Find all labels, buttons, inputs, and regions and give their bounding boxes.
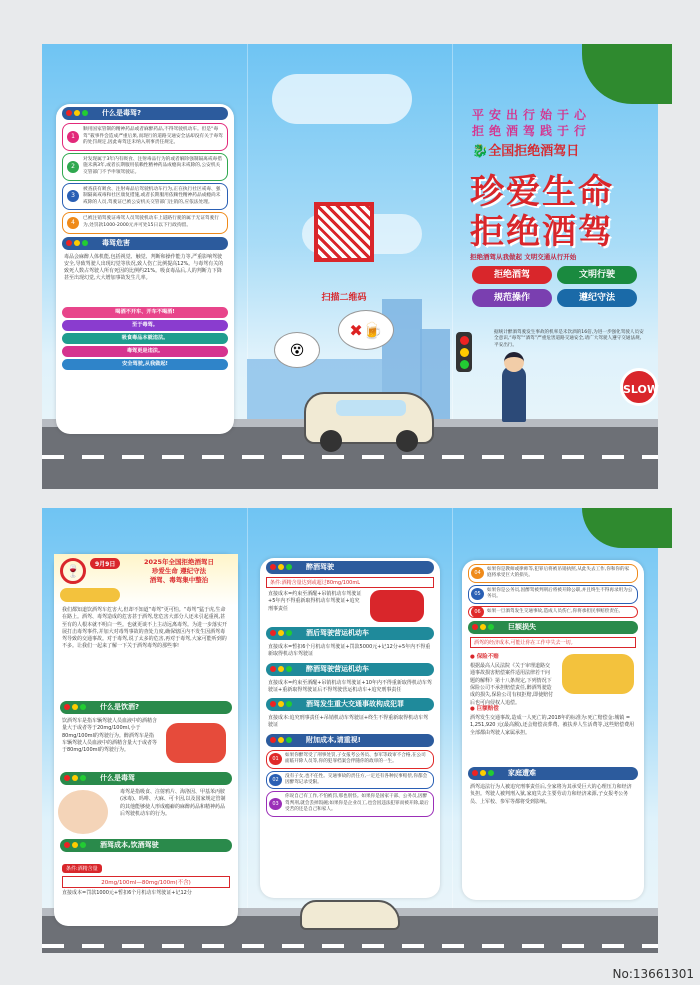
section-title: 巨额损失 [508,623,536,632]
slogan-pill: 至于毒驾。 [62,320,228,331]
traffic-light-icon [472,624,494,630]
section-title-bar [266,627,434,640]
section-title: 什么是毒驾 [100,774,135,782]
slogan-pill: 喝酒不开车、开车不喝酒! [62,307,228,318]
number-icon: 3 [67,190,79,202]
qr-code[interactable] [314,202,374,262]
numbered-box [468,585,638,604]
cost-text: 直接成本=罚款1000元+暂扣6个月机动车驾驶证+记12分 [62,890,192,896]
number-badge: 01 [269,753,282,765]
car-window [336,400,406,416]
numbered-box-text: 如果你是公务员,因醉驾被判刑后将被开除公职,并且终生不得再录用为公务员。 [487,587,633,600]
section-title: 醉酒驾驶营运机动车 [306,664,369,673]
date-badge: 9月9日 [90,558,120,569]
slogan-pill: 安全驾驶,从我做起! [62,359,228,370]
left-info-card [56,104,234,434]
slogan-line-2: 拒绝酒驾践于行 [472,124,592,138]
accident-insurance-illustration [562,654,634,694]
number-icon: 1 [67,131,79,143]
drunk-condition: 条件:酒精含量达到或超过80mg/100mL [266,577,434,588]
section-title: 什么是毒驾? [102,109,142,117]
section-title: 附加成本,请重视! [306,735,361,744]
section-title-bar [468,621,638,634]
main-title-2: 拒绝酒驾 [470,212,614,252]
section-title-bar [62,107,228,120]
intro-text: 据统计醉酒驾驶发生事故的机率是未饮酒的16倍,为进一步强化驾驶人员安全意识,“毒驾”“酒驾”严重危害道路交通安全,请广大驾驶人遵守交通法规,平安出行。 [494,330,644,348]
info-box [62,153,228,181]
slogan-tag: 规范操作 [472,289,552,307]
section-title: 酒驾发生重大交通事故构成犯罪 [306,700,404,709]
slogan-pill: 吸食毒品本就违法。 [62,333,228,344]
cloud [272,74,412,124]
comp-text: 酒驾发生交通事故,造成一人死亡的,2018年的标准为:死亡赔偿金:城镇 = 1,251,920 元(最高额),还会赔偿丧葬费、被扶养人生活费等,这些赔偿费用全部都由驾驶人家属承担。 [470,715,635,736]
intro-text: 我们都知道饮酒驾车危害大,但却不知道“毒驾”更可怕。“毒驾”猛于虎,生命在路上。酒驾、毒驾造成的危害甚于酒驾,您危害大部分人还未引起重视,甚至有的人根本就不明白一些。也就更谈不上主动远离毒驾。为进一步落实开展打击毒驾事件,并加大对毒驾事故的查处力度,确保辖区内不发生因酒驾毒驾导致的交通事故。对于毒驾,说了太多的危害,再对于毒驾,大家可能听到的不多。让我们一起来了解一下关于酒驾毒驾的那些事! [62,607,228,650]
number-badge: 02 [269,774,282,786]
fold-line [452,508,453,953]
crashed-car-illustration [166,723,226,763]
car-wheel [320,430,342,452]
numbered-box [468,564,638,583]
header-line: 酒驾、毒驾集中整治 [149,576,209,584]
car-wheel [396,430,418,452]
numbered-box-text: 如果你是教师或律师等,犯罪后将被吊销执照,从此失去工作,你和你的家庭将承受巨大的损失。 [487,567,630,579]
insurance-text: 根据最高人民法院《关于审理道路交通事故损害赔偿案件适用法律若干问题的解释》第十八条规定,下列情况下保险公司不承担赔偿责任,醉酒驾驶造成的损失,保险公司有权拒赔,即使赔付后也可向侵权人追偿。 [470,663,554,706]
section-title: 什么是饮酒? [100,703,140,711]
traffic-light-icon [270,737,292,743]
insurance-title: ● 保险不赔 [470,654,499,661]
section-title-bar [266,561,434,574]
info-box-text: 顺用国家管制的精神药品或者麻醉药品,不得驾驶机动车。但是“毒驾”筱事件会造成严重后果,而现行的道路交通安全法却没有关于毒驾的处罚规定,因此毒驾还未纳入刑事责任规定。 [83,127,223,146]
section-title-bar [60,839,232,852]
number-badge: 05 [471,588,484,600]
info-box-text: 已被注销驾驶证毒驾人员驾驶机动车上道路行驶的属于无证驾驶行为,处罚款1000-2000元并可处15日以下行政拘留。 [83,216,219,228]
section-title: 毒驾危害 [102,238,130,247]
info-box-text: 对发现属于3年内有吸食、注射毒品行为的或者解除强制隔离戒毒措施未满3年,或者长期服用依赖性精神药品成瘾尚未戒除的,公安机关交管部门不予申领驾驶证。 [83,156,222,175]
slogan-tag: 遵纪守法 [557,289,637,307]
numbered-box-text: 没有子女,也不任性。交通事故的责任方,一定还有各种民事赔偿,你都会因醉驾记录受限。 [285,773,428,785]
number-badge: 04 [471,567,484,579]
info-box-text: 被查获有吸食、注射毒品后驾驶机动车行为,正在执行社区戒毒、强制隔离戒毒和社区康复措施,或者长期服用依赖性精神药品成瘾尚未戒除的人员,驾驶证已被公安机关交管部门注销的,应依法处理。 [83,186,221,205]
traffic-light-icon [270,564,292,570]
numbered-box-text: 你说自己有工作,不怕被罚,那也别怪。如果你是国家干部、公务员,因醉驾判刑,就会丢掉饭碗;如果你是企业员工,也会因违法犯罪而被开除,最后受苦的还是自己和家人。 [285,794,429,813]
traffic-light-icon [64,842,86,848]
police-officer-illustration [502,366,526,422]
number-icon: 2 [67,161,79,173]
drunk-text: 直接成本=约束至酒醒+吊销机动车驾驶证+5年内不得重新取得机动车驾驶证+追究刑事责任 [268,591,362,612]
info-box [62,212,228,233]
section-title-bar [60,701,232,714]
info-box [62,183,228,211]
front-sheet [42,44,658,489]
sub-slogan: 拒绝酒驾从我做起 文明交通从行开始 [470,253,577,261]
family-text: 酒驾违法行为人被追究刑事责任后,全家将为其承受巨大的心理压力和经济负担。驾驶人被判刑入狱,家庭失去主要劳动力和经济来源,子女报考公务员、上军校、参军等都将受到影响。 [470,784,632,805]
bottom-middle-card [260,558,440,898]
header-line: 2025年全国拒绝酒驾日 [143,558,215,566]
police-check-illustration [370,590,424,622]
thought-bubble-drunk: 😵 [274,332,320,368]
car-illustration [304,392,434,444]
drug-user-illustration [58,790,108,834]
section-title: 家庭遭难 [508,769,536,778]
numbered-box-text: 如果你醉驾受了刑事处罚,子女报考公务员、参军等政审不合格,在公司面临开除人员等,你的犯罪档案会伴随你的政审的一生。 [285,752,426,765]
day-title [472,140,652,159]
section-title-bar [60,772,232,785]
day-title-text: 全国拒绝酒驾日 [488,144,580,159]
drug-drive-text: 毒驾是指吸食、注射鸦片、海洛因、甲基苯丙胺(冰毒)、吗啡、大麻、可卡因,以及国家规定管制的其他能够使人形成瘾癖的麻醉药品和精神药品后驾驶机动车的行为。 [120,789,226,817]
loss-note: 酒驾的经济成本,可能让你在工作中失去一切。 [470,637,636,648]
condition-value: 20mg/100ml—80mg/100m(不含) [62,876,230,888]
tree-illustration [582,44,672,104]
number-icon: 4 [67,217,79,229]
traffic-light-icon [66,240,88,246]
slogan-line-1: 平安出行始于心 [472,108,592,122]
section-title: 酒后驾驶营运机动车 [306,629,369,637]
tree-illustration [582,508,672,548]
section-title-bar [62,237,228,250]
slogan-tag: 拒绝酒驾 [472,266,552,284]
traffic-light-icon [270,666,292,672]
slogan-pill: 毒驾更是违法。 [62,346,228,357]
back-sheet [42,508,658,953]
traffic-light-icon [270,701,292,707]
slow-sign: SLOW [620,368,658,406]
number-badge: 03 [269,798,282,810]
section-text: 直接成本:追究刑事责任+吊销机动车驾驶证+终生不得重新取得机动车驾驶证 [268,715,429,729]
section-title-bar [266,663,434,676]
numbered-box [266,791,434,816]
numbered-box [266,750,434,769]
comp-title: ● 巨额赔偿 [470,706,499,713]
numbered-box-text: 如果一旦酒驾发生交通事故,造成人员伤亡,你将承担民事赔偿责任。 [487,608,624,614]
drink-text: 饮酒驾车是指车辆驾驶人员血液中的酒精含量大于或者等于20mg/100ml,小于80mg/100ml的驾驶行为。醉酒驾车是指车辆驾驶人员血液中的酒精含量大于或者等于80mg/100ml的驾驶行为。 [62,718,158,754]
section-text: 直接成本=暂扣6个月机动车驾驶证+罚款5000元+记12分+5年内不得重新取得机动车驾驶证 [268,644,431,658]
thought-bubble-no-alcohol: ✖🍺 [338,310,394,350]
watermark-id: No:13661301 [612,967,694,981]
traffic-light-icon [64,775,86,781]
numbered-box [468,606,638,618]
section-title: 酒驾成本,饮酒驾驶 [100,841,159,849]
header-banner [54,554,238,606]
bottom-left-card [54,554,238,926]
harm-text: 毒品会麻醉人体机能,包括视觉、触觉、判断和操作能力等,严重影响驾驶安全,导致驾驶人出现幻觉等状况,致人伤亡比例提高12%。与毒驾有关的致死人数占驾驶人所有死因的比例约21%。吸食毒品后,人的判断力下降甚至出现幻觉,大大增加事故发生几率。 [64,253,224,282]
qr-label: 扫描二维码 [321,293,367,303]
info-box [62,123,228,151]
section-title-bar [468,767,638,780]
condition-label: 条件:酒精含量 [62,864,102,873]
section-text: 直接成本=约束至酒醒+吊销机动车驾驶证+10年内不得重新取得机动车驾驶证+重新取得驾驶证后不得驾驶营运机动车+追究刑事责任 [268,679,432,693]
fold-line [247,508,248,953]
numbered-box [266,771,434,790]
bottom-right-card [462,560,644,900]
number-badge: 06 [471,606,484,618]
traffic-light-icon [270,630,292,636]
dragon-logo-icon: 🐉 [472,144,489,159]
section-title: 醉酒驾驶 [306,563,334,571]
traffic-light-icon [472,770,494,776]
main-title-1: 珍爱生命 [470,172,614,212]
section-title-bar [266,698,434,711]
car-illustration [300,900,400,930]
traffic-light-icon [64,704,86,710]
traffic-light-icon [456,332,472,372]
section-title-bar [266,734,434,747]
traffic-light-icon [66,110,88,116]
header-line: 珍爱生命 遵纪守法 [151,567,207,575]
accident-cars-illustration [60,588,120,602]
slogan-tag: 文明行驶 [557,266,637,284]
no-drinking-icon: ✖ [349,321,363,340]
no-drinking-icon: 🍷 [60,558,86,584]
